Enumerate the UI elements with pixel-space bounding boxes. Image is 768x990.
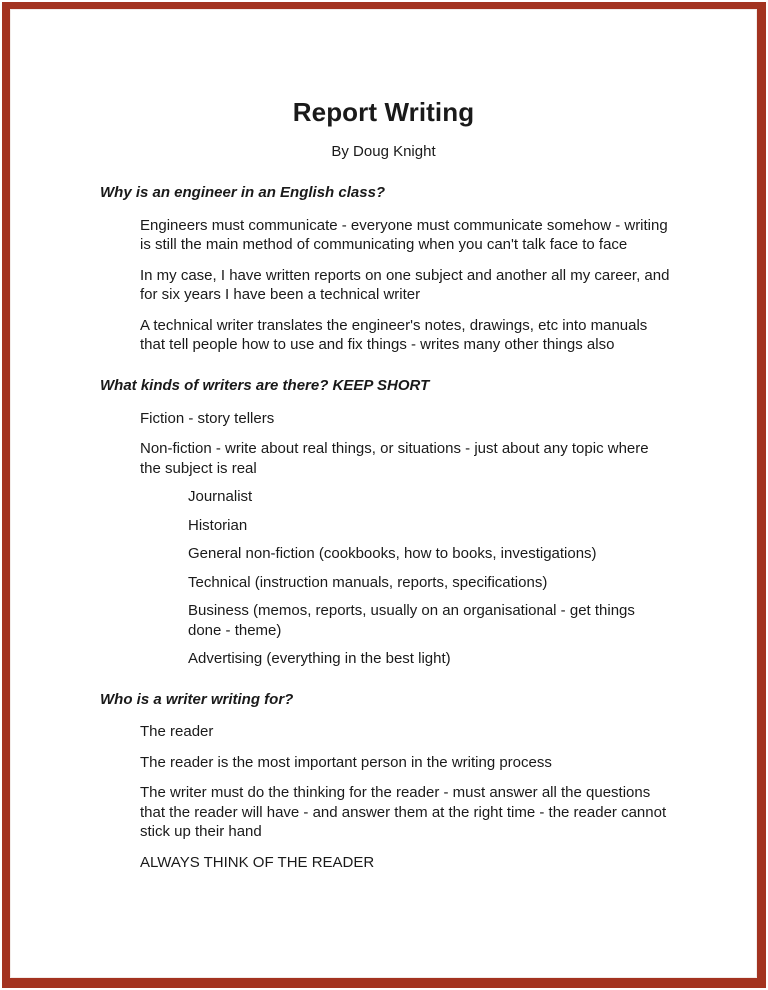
- sub-list-item: Business (memos, reports, usually on an organisational - get things done - theme): [188, 602, 635, 639]
- body-paragraph: ALWAYS THINK OF THE READER: [140, 853, 375, 871]
- document-section: [11, 355, 756, 669]
- page-sheet: [10, 9, 757, 978]
- body-paragraph: In my case, I have written reports on one subject and another all my career, and for six years I have been a technical writer: [140, 266, 670, 304]
- document-section: [11, 669, 756, 873]
- page-border-frame: [2, 2, 766, 988]
- sub-list-item: Journalist: [188, 488, 253, 506]
- body-paragraph: Engineers must communicate - everyone must communicate somehow - writing is still the main method of communicating when you can't talk face to face: [140, 216, 668, 254]
- document-sections: [11, 160, 756, 872]
- document-body: [11, 10, 756, 977]
- page-title: Report Writing: [292, 97, 475, 127]
- section-heading: Why is an engineer in an English class?: [100, 184, 386, 202]
- body-paragraph: The writer must do the thinking for the reader - must answer all the questions that the reader will have - and answer them at the right time - the reader cannot stick up their hand: [140, 784, 667, 841]
- section-heading: Who is a writer writing for?: [100, 690, 294, 708]
- body-paragraph: The reader: [140, 723, 214, 741]
- sub-list-item: Historian: [188, 516, 248, 534]
- body-paragraph: Non-fiction - write about real things, or situations - just about any topic where the subject is real: [140, 440, 649, 477]
- document-author: By Doug Knight: [331, 142, 436, 160]
- document-section: [11, 184, 756, 355]
- sub-list-item: Advertising (everything in the best light): [188, 650, 451, 668]
- body-paragraph: A technical writer translates the engineer's notes, drawings, etc into manuals that tell people how to use and fix things - writes many other things also: [140, 316, 648, 354]
- sub-list-item: Technical (instruction manuals, reports, specifications): [188, 573, 548, 591]
- body-paragraph: The reader is the most important person in the writing process: [140, 753, 552, 771]
- sub-list-item: General non-fiction (cookbooks, how to books, investigations): [188, 545, 597, 563]
- section-heading: What kinds of writers are there? KEEP SHORT: [100, 376, 430, 394]
- body-paragraph: Fiction - story tellers: [140, 409, 275, 427]
